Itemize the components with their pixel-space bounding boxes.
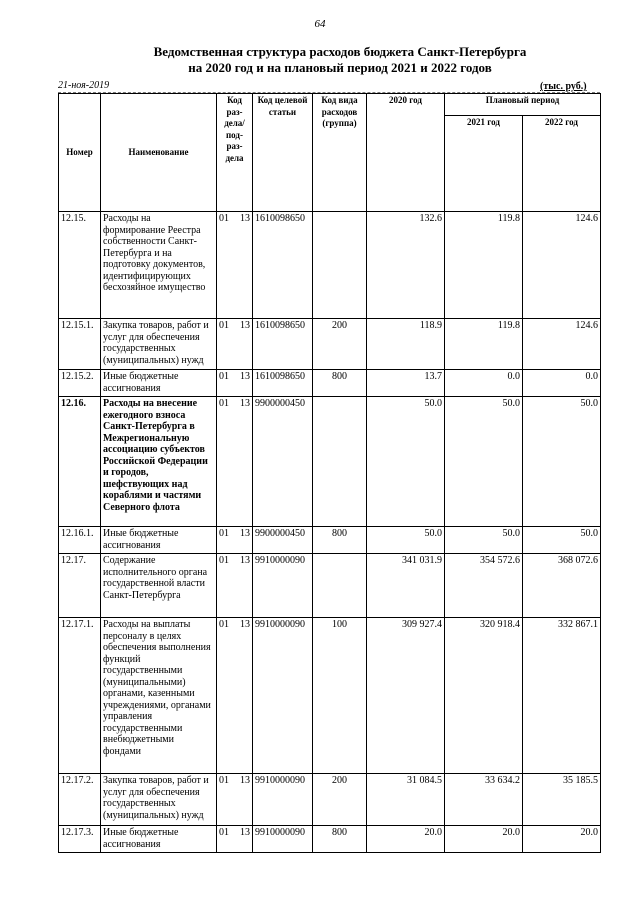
row-number: 12.17.2. [59, 774, 101, 826]
page-number: 64 [314, 18, 326, 30]
row-amount-2022: 20.0 [523, 826, 601, 853]
row-amount-2021: 20.0 [445, 826, 523, 853]
header-2022: 2022 год [523, 116, 601, 212]
row-amount-2020: 309 927.4 [367, 618, 445, 774]
row-amount-2022: 124.6 [523, 319, 601, 370]
row-amount-2022: 332 867.1 [523, 618, 601, 774]
row-expense-type: 800 [313, 826, 367, 853]
row-section: 01 [217, 319, 229, 370]
table-row [59, 370, 601, 397]
units-label: (тыс. руб.) [540, 81, 587, 92]
row-number: 12.16. [59, 397, 101, 527]
row-expense-type: 800 [313, 370, 367, 397]
row-section: 01 [217, 826, 229, 853]
row-amount-2021: 33 634.2 [445, 774, 523, 826]
row-subsection: 13 [229, 319, 253, 370]
row-subsection: 13 [229, 527, 253, 554]
row-amount-2021: 0.0 [445, 370, 523, 397]
row-expense-type [313, 554, 367, 618]
row-name: Иные бюджетные ассигнования [101, 826, 217, 853]
row-name: Расходы на выплаты персоналу в целях обеспечения выполнения функций государственными (муниципальными) органами, казенными учреждениями, органами управления государственными внебюджетными фондами [101, 618, 217, 774]
row-amount-2020: 50.0 [367, 397, 445, 527]
budget-table-body [59, 212, 601, 853]
row-section: 01 [217, 527, 229, 554]
row-section: 01 [217, 618, 229, 774]
table-row [59, 774, 601, 826]
row-number: 12.17.3. [59, 826, 101, 853]
row-amount-2021: 119.8 [445, 319, 523, 370]
row-amount-2022: 50.0 [523, 397, 601, 527]
header-2021: 2021 год [445, 116, 523, 212]
row-target-code: 9910000090 [253, 774, 313, 826]
table-row [59, 826, 601, 853]
row-subsection: 13 [229, 212, 253, 319]
title-line-2: на 2020 год и на плановый период 2021 и 2022 годов [188, 60, 492, 75]
row-number: 12.15.2. [59, 370, 101, 397]
row-name: Закупка товаров, работ и услуг для обеспечения государственных (муниципальных) нужд [101, 774, 217, 826]
row-expense-type: 200 [313, 774, 367, 826]
table-row [59, 212, 601, 319]
header-2020: 2020 год [367, 94, 445, 212]
row-expense-type [313, 397, 367, 527]
row-amount-2020: 341 031.9 [367, 554, 445, 618]
row-amount-2021: 119.8 [445, 212, 523, 319]
row-amount-2022: 0.0 [523, 370, 601, 397]
row-number: 12.16.1. [59, 527, 101, 554]
row-number: 12.17. [59, 554, 101, 618]
row-name: Содержание исполнительного органа государственной власти Санкт-Петербурга [101, 554, 217, 618]
header-planned-period: Плановый период [445, 94, 601, 116]
row-amount-2022: 35 185.5 [523, 774, 601, 826]
row-target-code: 9910000090 [253, 554, 313, 618]
header-name: Наименование [101, 94, 217, 212]
table-row [59, 618, 601, 774]
row-name: Закупка товаров, работ и услуг для обеспечения государственных (муниципальных) нужд [101, 319, 217, 370]
document-date: 21-ноя-2019 [58, 80, 110, 91]
row-amount-2020: 132.6 [367, 212, 445, 319]
table-row [59, 527, 601, 554]
row-target-code: 1610098650 [253, 319, 313, 370]
document-title [60, 44, 620, 76]
title-line-1: Ведомственная структура расходов бюджета Санкт-Петербурга [153, 44, 527, 59]
header-type: Код вида расходов (группа) [313, 94, 367, 212]
row-subsection: 13 [229, 774, 253, 826]
row-section: 01 [217, 370, 229, 397]
row-subsection: 13 [229, 370, 253, 397]
row-amount-2021: 50.0 [445, 527, 523, 554]
table-row [59, 319, 601, 370]
row-name: Иные бюджетные ассигнования [101, 370, 217, 397]
row-number: 12.17.1. [59, 618, 101, 774]
header-number: Номер [59, 94, 101, 212]
header-section: Код раз-дела/ под-раз-дела [217, 94, 253, 212]
row-expense-type: 800 [313, 527, 367, 554]
row-expense-type: 200 [313, 319, 367, 370]
row-target-code: 9910000090 [253, 826, 313, 853]
row-target-code: 9910000090 [253, 618, 313, 774]
row-section: 01 [217, 397, 229, 527]
row-number: 12.15. [59, 212, 101, 319]
row-amount-2022: 50.0 [523, 527, 601, 554]
row-subsection: 13 [229, 397, 253, 527]
table-row [59, 554, 601, 618]
row-expense-type [313, 212, 367, 319]
row-amount-2022: 368 072.6 [523, 554, 601, 618]
row-amount-2020: 20.0 [367, 826, 445, 853]
row-target-code: 9900000450 [253, 527, 313, 554]
row-subsection: 13 [229, 554, 253, 618]
row-expense-type: 100 [313, 618, 367, 774]
row-amount-2021: 354 572.6 [445, 554, 523, 618]
row-amount-2020: 31 084.5 [367, 774, 445, 826]
row-amount-2020: 13.7 [367, 370, 445, 397]
row-amount-2020: 50.0 [367, 527, 445, 554]
row-section: 01 [217, 774, 229, 826]
row-section: 01 [217, 212, 229, 319]
row-amount-2022: 124.6 [523, 212, 601, 319]
row-target-code: 1610098650 [253, 212, 313, 319]
budget-table [58, 93, 601, 853]
row-amount-2021: 320 918.4 [445, 618, 523, 774]
row-number: 12.15.1. [59, 319, 101, 370]
header-target: Код целевой статьи [253, 94, 313, 212]
row-target-code: 1610098650 [253, 370, 313, 397]
row-name: Расходы на внесение ежегодного взноса Санкт-Петербурга в Межрегиональную ассоциацию субъектов Российской Федерации и городов, шефствующих над кораблями и частями Северного флота [101, 397, 217, 527]
table-row [59, 397, 601, 527]
row-name: Иные бюджетные ассигнования [101, 527, 217, 554]
row-amount-2021: 50.0 [445, 397, 523, 527]
row-subsection: 13 [229, 826, 253, 853]
row-amount-2020: 118.9 [367, 319, 445, 370]
row-target-code: 9900000450 [253, 397, 313, 527]
row-name: Расходы на формирование Реестра собственности Санкт-Петербурга и на подготовку документов, идентифицирующих бесхозяйное имущество [101, 212, 217, 319]
row-section: 01 [217, 554, 229, 618]
row-subsection: 13 [229, 618, 253, 774]
